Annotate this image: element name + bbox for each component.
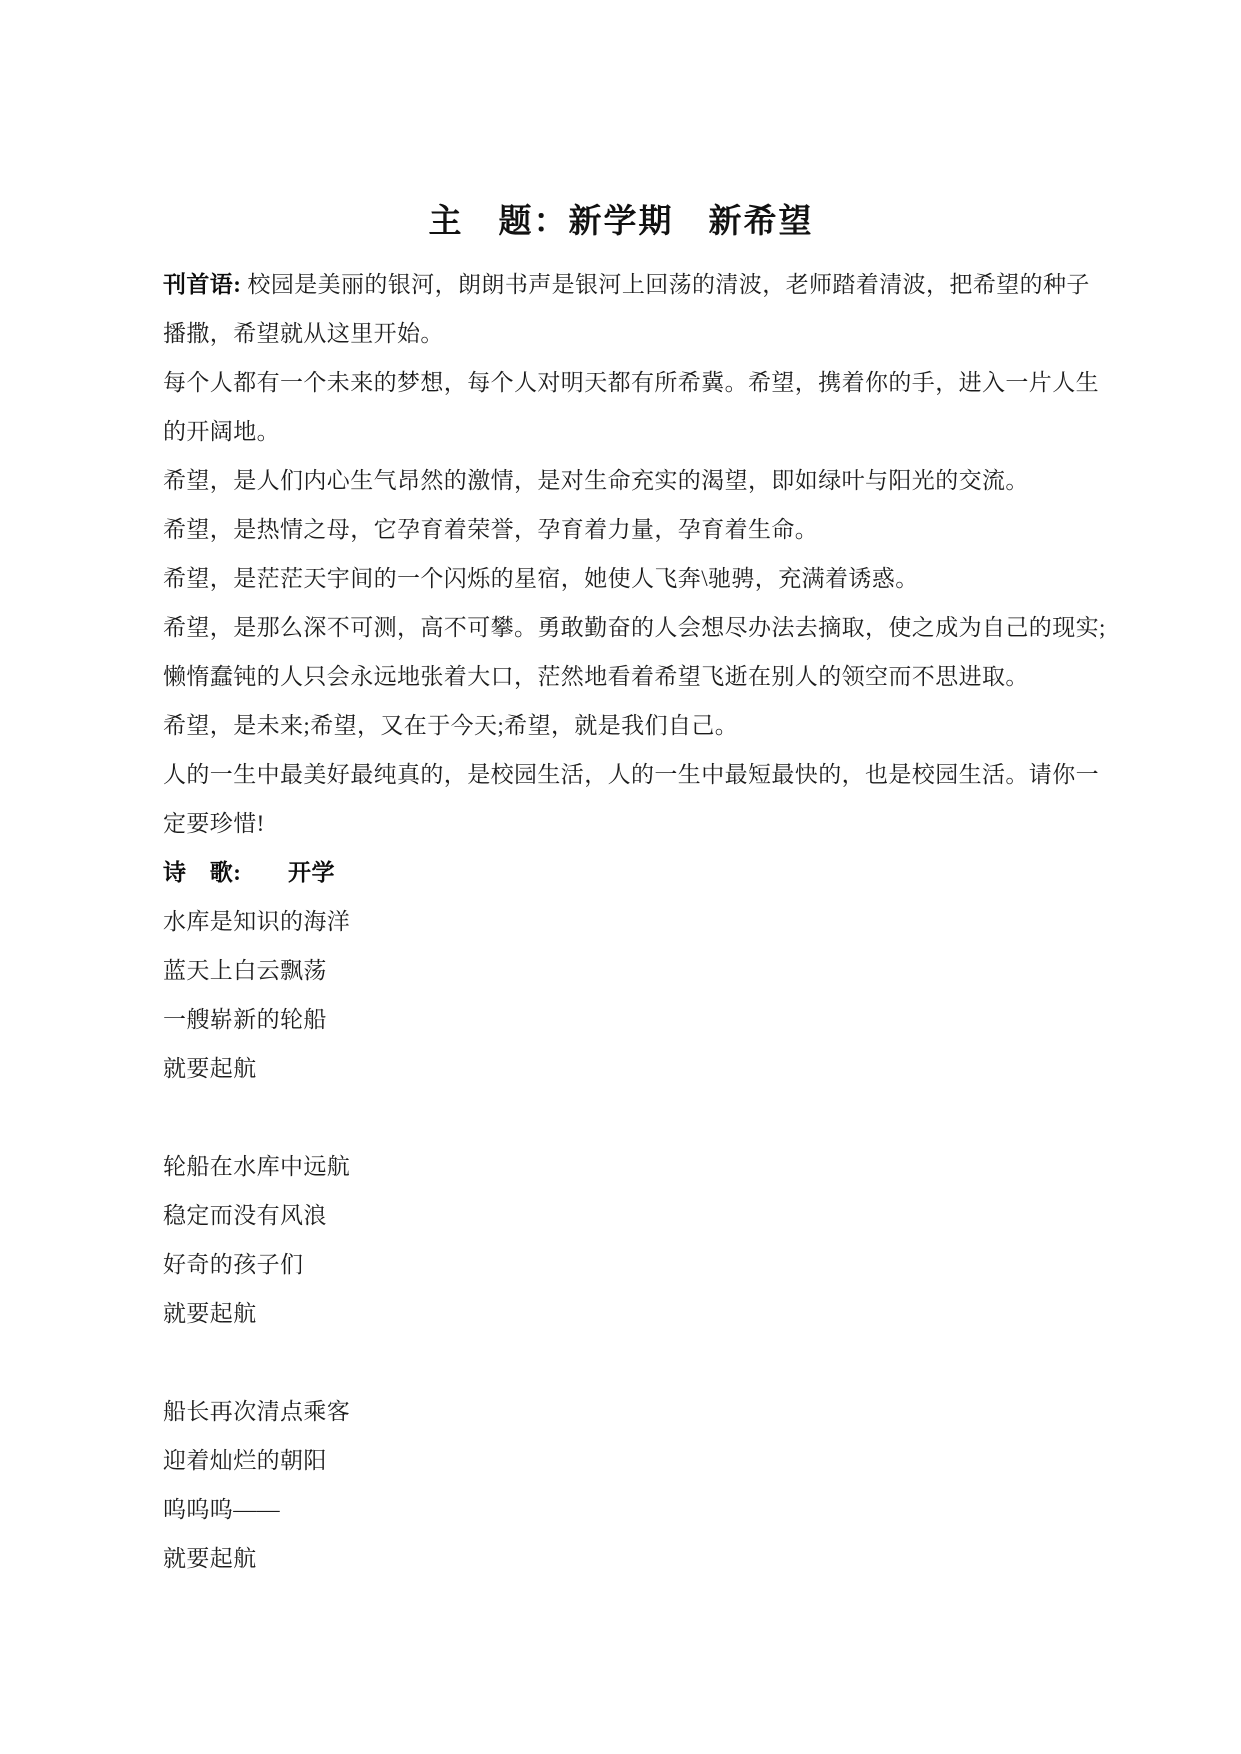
text-line: 船长再次清点乘客 (163, 1399, 351, 1424)
text-line: 迎着灿烂的朝阳 (163, 1448, 327, 1473)
text-line: 就要起航 (163, 1056, 257, 1081)
text-line: 希望，是热情之母，它孕育着荣誉，孕育着力量，孕育着生命。 (163, 517, 819, 542)
document-body (163, 260, 1106, 1583)
text-line: 好奇的孩子们 (163, 1252, 304, 1277)
text-line: 轮船在水库中远航 (163, 1154, 351, 1179)
text-line: 的开阔地。 (163, 419, 280, 444)
text-line: 就要起航 (163, 1301, 257, 1326)
text-line: 就要起航 (163, 1546, 257, 1571)
text-line: 水库是知识的海洋 (163, 909, 351, 934)
text-line: 希望，是那么深不可测，高不可攀。勇敢勤奋的人会想尽办法去摘取，使之成为自己的现实; (163, 615, 1106, 640)
text-line: 呜呜呜—— (163, 1497, 280, 1522)
text-line: 定要珍惜! (163, 811, 265, 836)
line-bold-text: 诗 歌: 开学 (163, 860, 335, 885)
document-title: 主 题：新学期 新希望 (428, 204, 814, 240)
line-bold-prefix: 刊首语: (163, 272, 242, 297)
text-line: 希望，是茫茫天宇间的一个闪烁的星宿，她使人飞奔\驰骋，充满着诱惑。 (163, 566, 919, 591)
text-line: 希望，是人们内心生气昂然的激情，是对生命充实的渴望，即如绿叶与阳光的交流。 (163, 468, 1029, 493)
blank-line (163, 1338, 1079, 1387)
text-line: 播撒，希望就从这里开始。 (163, 321, 444, 346)
text-line (163, 848, 1079, 897)
text-line: 懒惰蠢钝的人只会永远地张着大口，茫然地看着希望飞逝在别人的领空而不思进取。 (163, 664, 1029, 689)
text-line: 一艘崭新的轮船 (163, 1007, 327, 1032)
text-line: 希望，是未来;希望，又在于今天;希望，就是我们自己。 (163, 713, 739, 738)
text-line: 刊首语: 校园是美丽的银河，朗朗书声是银河上回荡的清波，老师踏着清波，把希望的种子 (163, 272, 1090, 297)
document-content (163, 200, 1106, 1583)
blank-line (163, 1093, 1079, 1142)
text-line: 蓝天上白云飘荡 (163, 958, 327, 983)
text-line: 人的一生中最美好最纯真的，是校园生活，人的一生中最短最快的，也是校园生活。请你一 (163, 762, 1099, 787)
text-line: 每个人都有一个未来的梦想，每个人对明天都有所希冀。希望，携着你的手，进入一片人生 (163, 370, 1099, 395)
text-line: 稳定而没有风浪 (163, 1203, 327, 1228)
